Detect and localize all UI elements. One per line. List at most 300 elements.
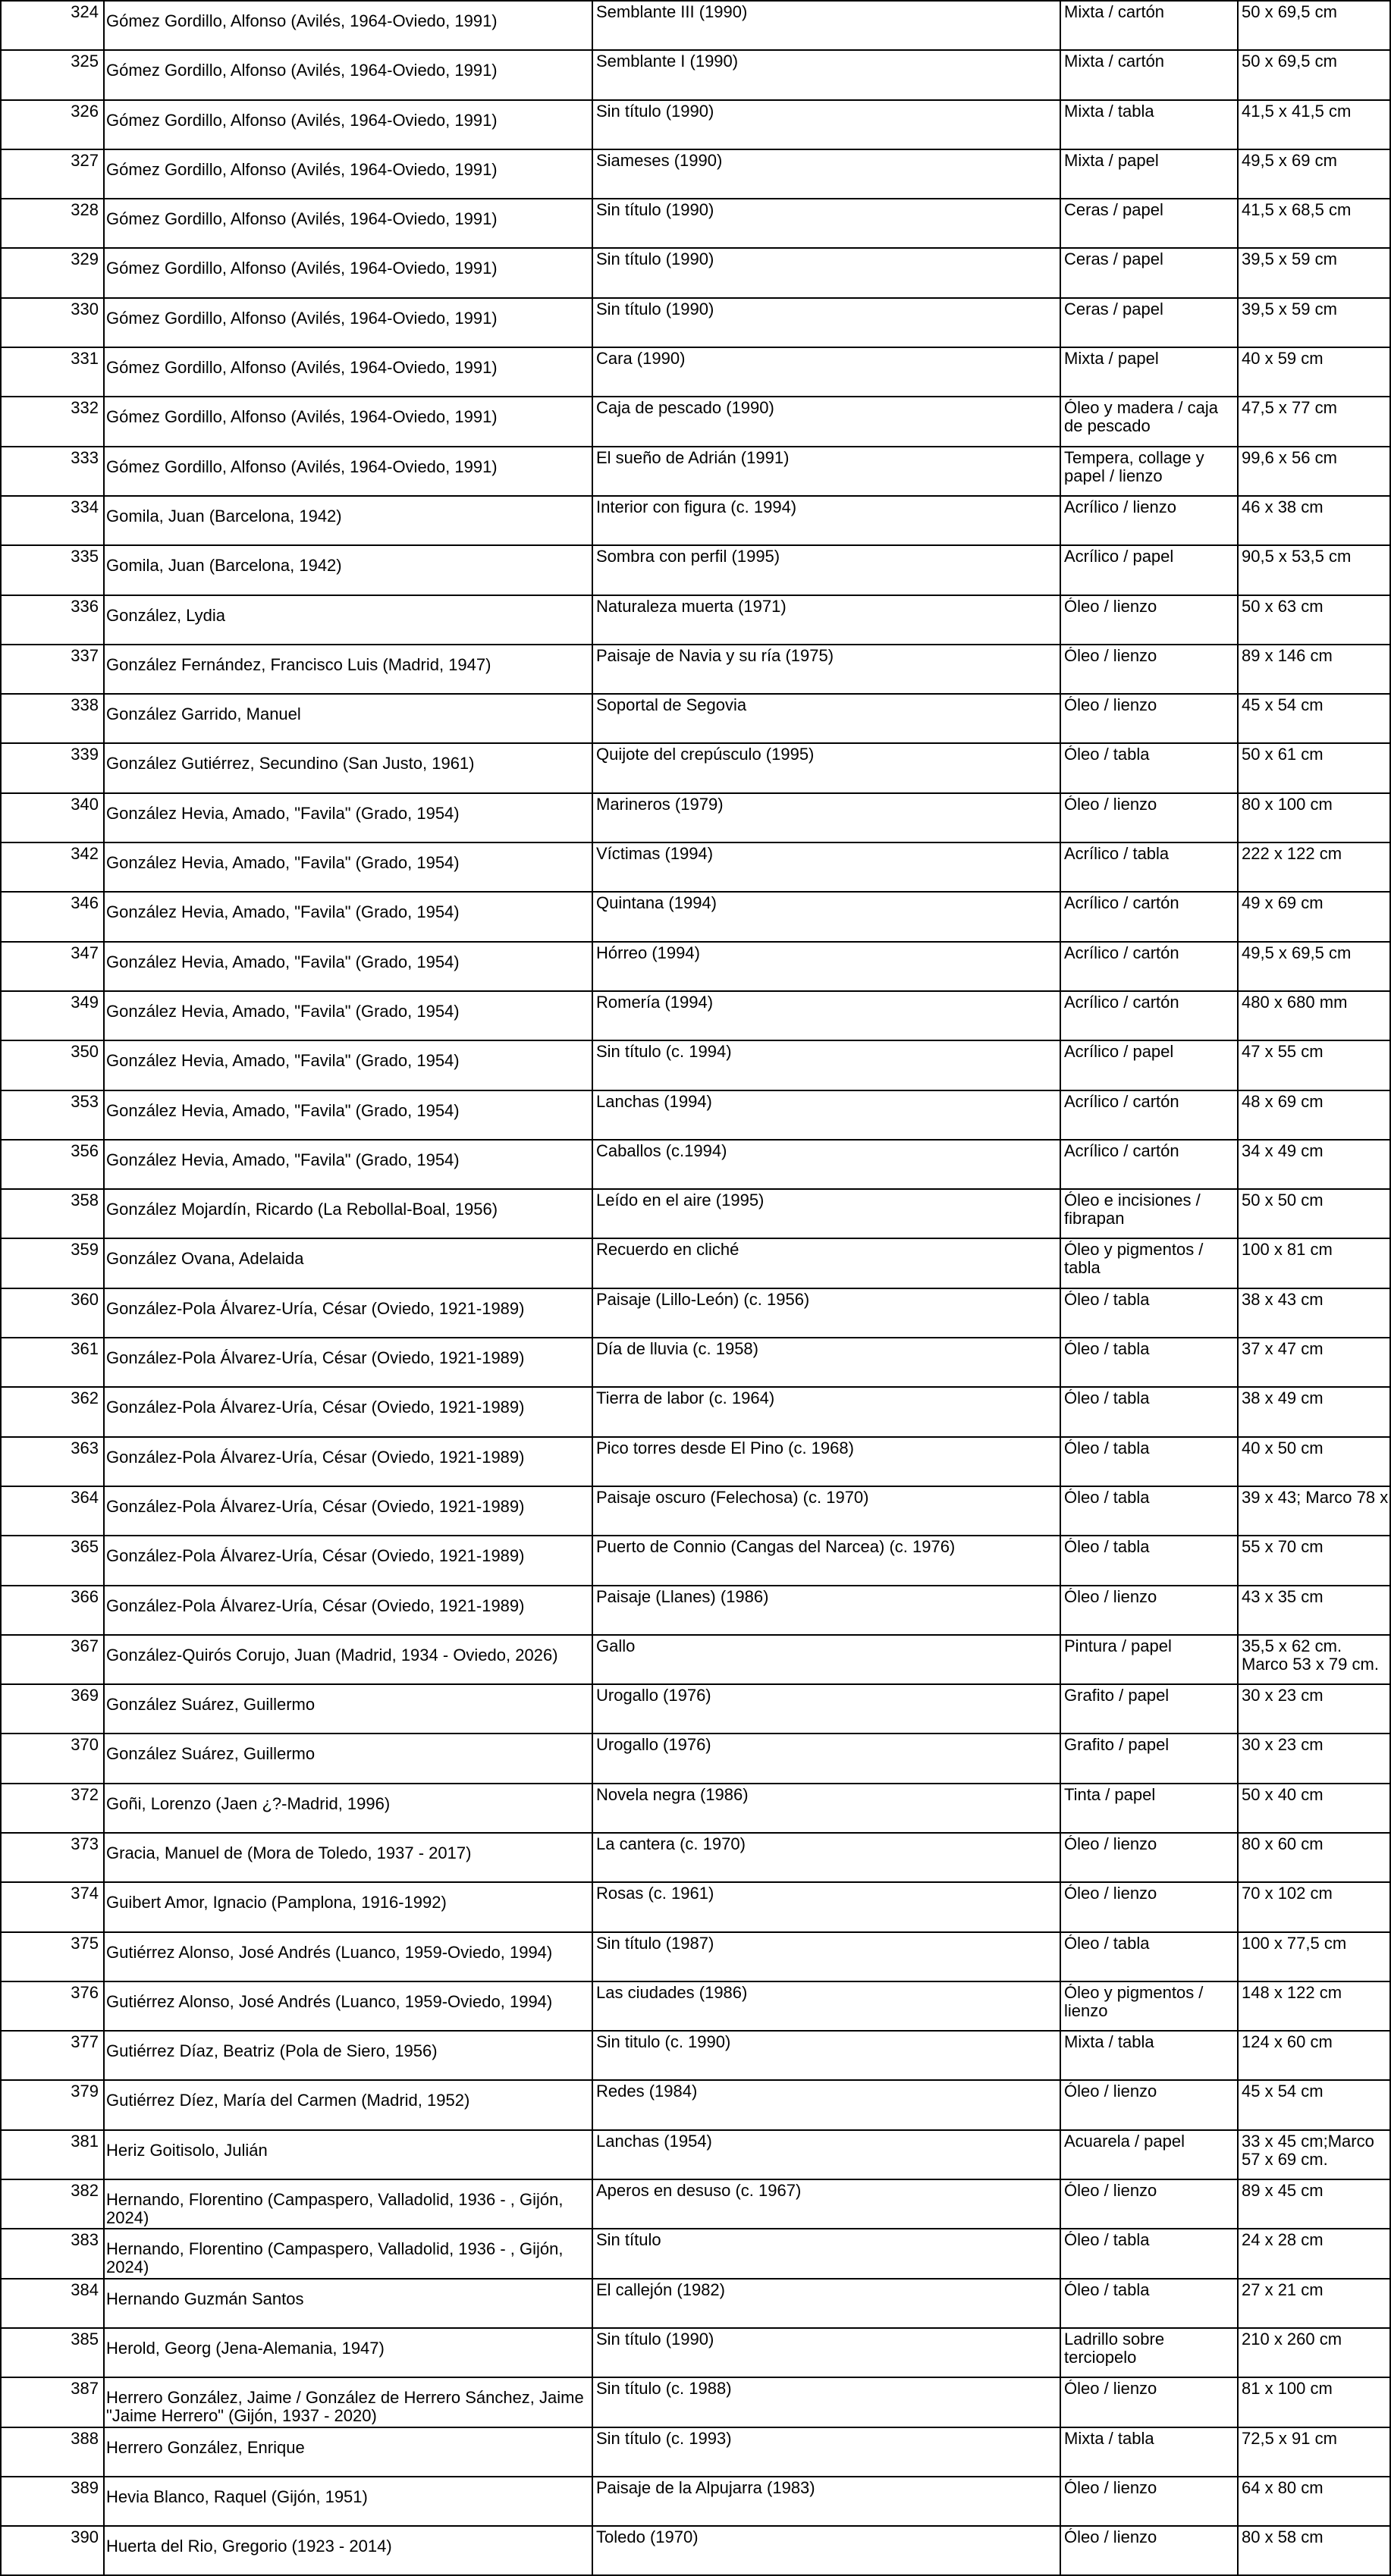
- row-number-cell-text: 375: [71, 1934, 99, 1953]
- title-cell: [592, 1932, 1060, 1981]
- row-number-cell-text: 362: [71, 1389, 99, 1408]
- table-row: [1, 595, 1390, 645]
- title-cell-text: Sin título (c. 1988): [596, 2380, 732, 2399]
- dimensions-cell-text: 43 x 35 cm: [1242, 1587, 1323, 1606]
- row-number-cell-text: 360: [71, 1290, 99, 1309]
- title-cell: [592, 2526, 1060, 2575]
- dimensions-cell-text: 99,6 x 56 cm: [1242, 448, 1337, 467]
- dimensions-cell-text: 80 x 100 cm: [1242, 795, 1333, 814]
- title-cell: [592, 545, 1060, 595]
- technique-cell: [1060, 1981, 1238, 2031]
- row-number-cell: [1, 595, 104, 645]
- row-number-cell-text: 364: [71, 1488, 99, 1507]
- author-cell: [104, 248, 592, 297]
- technique-cell-text: Óleo / lienzo: [1064, 1834, 1157, 1853]
- technique-cell: [1060, 2328, 1238, 2377]
- author-cell-text: González-Quirós Corujo, Juan (Madrid, 1934 - Oviedo, 2026): [106, 1646, 558, 1665]
- title-cell-text: Semblante III (1990): [596, 3, 748, 21]
- row-number-cell: [1, 1090, 104, 1140]
- technique-cell: [1060, 1338, 1238, 1387]
- table-row: [1, 1387, 1390, 1436]
- author-cell-text: González Hevia, Amado, "Favila" (Grado, 1954): [106, 1052, 460, 1071]
- author-cell: [104, 1536, 592, 1585]
- row-number-cell-text: 342: [71, 845, 99, 864]
- author-cell-text: González Hevia, Amado, "Favila" (Grado, 1954): [106, 952, 460, 971]
- title-cell: [592, 595, 1060, 645]
- title-cell: [592, 2130, 1060, 2179]
- title-cell-text: Caballos (c.1994): [596, 1141, 727, 1160]
- dimensions-cell: [1238, 1090, 1390, 1140]
- author-cell-text: González, Lydia: [106, 606, 225, 625]
- dimensions-cell-text: 210 x 260 cm: [1242, 2330, 1342, 2349]
- title-cell: [592, 1040, 1060, 1090]
- table-row: [1, 2477, 1390, 2526]
- title-cell: [592, 2279, 1060, 2328]
- author-cell-text: Gómez Gordillo, Alfonso (Avilés, 1964-Oviedo, 1991): [106, 210, 498, 229]
- dimensions-cell-text: 49,5 x 69,5 cm: [1242, 943, 1352, 962]
- dimensions-cell: [1238, 991, 1390, 1040]
- title-cell: [592, 397, 1060, 446]
- dimensions-cell: [1238, 2279, 1390, 2328]
- dimensions-cell-text: 50 x 69,5 cm: [1242, 52, 1337, 71]
- dimensions-cell: [1238, 645, 1390, 694]
- row-number-cell: [1, 1387, 104, 1436]
- dimensions-cell-text: 49,5 x 69 cm: [1242, 151, 1337, 170]
- author-cell: [104, 1684, 592, 1734]
- title-cell: [592, 1189, 1060, 1238]
- title-cell: [592, 2377, 1060, 2427]
- title-cell-text: Sin título (c. 1993): [596, 2429, 732, 2448]
- row-number-cell: [1, 1981, 104, 2031]
- dimensions-cell-text: 90,5 x 53,5 cm: [1242, 548, 1352, 566]
- dimensions-cell: [1238, 1536, 1390, 1585]
- table-row: [1, 1437, 1390, 1486]
- dimensions-cell-text: 124 x 60 cm: [1242, 2033, 1333, 2052]
- technique-cell-text: Óleo y madera / caja de pescado: [1064, 399, 1218, 435]
- author-cell: [104, 2377, 592, 2427]
- author-cell: [104, 1882, 592, 1931]
- dimensions-cell-text: 34 x 49 cm: [1242, 1141, 1323, 1160]
- technique-cell-text: Ceras / papel: [1064, 250, 1163, 269]
- technique-cell-text: Ceras / papel: [1064, 201, 1163, 220]
- title-cell: [592, 991, 1060, 1040]
- author-cell-text: González Hevia, Amado, "Favila" (Grado, 1954): [106, 854, 460, 873]
- title-cell: [592, 248, 1060, 297]
- technique-cell: [1060, 1635, 1238, 1684]
- technique-cell: [1060, 2179, 1238, 2229]
- author-cell: [104, 991, 592, 1040]
- technique-cell: [1060, 1090, 1238, 1140]
- technique-cell: [1060, 447, 1238, 496]
- author-cell-text: Hernando, Florentino (Campaspero, Valladolid, 1936 - , Gijón, 2024): [106, 2191, 564, 2227]
- technique-cell-text: Ceras / papel: [1064, 300, 1163, 318]
- author-cell: [104, 199, 592, 248]
- dimensions-cell-text: 37 x 47 cm: [1242, 1340, 1323, 1359]
- author-cell-text: González Suárez, Guillermo: [106, 1745, 316, 1764]
- row-number-cell-text: 326: [71, 102, 99, 121]
- technique-cell-text: Óleo / lienzo: [1064, 2082, 1157, 2101]
- dimensions-cell-text: 41,5 x 68,5 cm: [1242, 201, 1352, 220]
- table-row: [1, 2328, 1390, 2377]
- row-number-cell-text: 330: [71, 300, 99, 318]
- title-cell-text: Redes (1984): [596, 2082, 698, 2101]
- technique-cell: [1060, 2477, 1238, 2526]
- row-number-cell: [1, 1238, 104, 1288]
- technique-cell: [1060, 991, 1238, 1040]
- title-cell: [592, 2179, 1060, 2229]
- row-number-cell: [1, 2328, 104, 2377]
- technique-cell-text: Óleo y pigmentos / tabla: [1064, 1241, 1204, 1277]
- title-cell: [592, 842, 1060, 892]
- table-row: [1, 2229, 1390, 2278]
- technique-cell-text: Acrílico / cartón: [1064, 894, 1179, 913]
- row-number-cell-text: 340: [71, 795, 99, 814]
- dimensions-cell-text: 148 x 122 cm: [1242, 1983, 1342, 2002]
- row-number-cell: [1, 1833, 104, 1882]
- author-cell: [104, 1586, 592, 1635]
- title-cell-text: Leído en el aire (1995): [596, 1191, 765, 1210]
- technique-cell-text: Acrílico / papel: [1064, 548, 1174, 566]
- row-number-cell-text: 335: [71, 548, 99, 566]
- table-row: [1, 2377, 1390, 2427]
- row-number-cell: [1, 2229, 104, 2278]
- title-cell-text: Sin título (1990): [596, 300, 714, 318]
- author-cell: [104, 892, 592, 941]
- dimensions-cell: [1238, 1, 1390, 50]
- dimensions-cell: [1238, 1189, 1390, 1238]
- row-number-cell: [1, 2031, 104, 2080]
- dimensions-cell: [1238, 1932, 1390, 1981]
- table-row: [1, 1090, 1390, 1140]
- table-row: [1, 1, 1390, 50]
- author-cell: [104, 397, 592, 446]
- row-number-cell-text: 381: [71, 2132, 99, 2151]
- dimensions-cell-text: 47,5 x 77 cm: [1242, 399, 1337, 418]
- row-number-cell: [1, 942, 104, 991]
- title-cell-text: Marineros (1979): [596, 795, 724, 814]
- author-cell: [104, 1437, 592, 1486]
- technique-cell-text: Ladrillo sobre terciopelo: [1064, 2330, 1165, 2366]
- author-cell-text: Hernando Guzmán Santos: [106, 2289, 304, 2308]
- title-cell-text: Lanchas (1994): [596, 1092, 712, 1111]
- row-number-cell-text: 337: [71, 646, 99, 665]
- row-number-cell: [1, 1, 104, 50]
- row-number-cell-text: 333: [71, 448, 99, 467]
- author-cell-text: Heriz Goitisolo, Julián: [106, 2141, 268, 2160]
- author-cell-text: González Hevia, Amado, "Favila" (Grado, 1954): [106, 1150, 460, 1169]
- title-cell: [592, 1338, 1060, 1387]
- author-cell: [104, 1784, 592, 1833]
- technique-cell-text: Acrílico / cartón: [1064, 993, 1179, 1012]
- dimensions-cell-text: 89 x 146 cm: [1242, 646, 1333, 665]
- title-cell-text: Paisaje (Lillo-León) (c. 1956): [596, 1290, 810, 1309]
- title-cell: [592, 1, 1060, 50]
- title-cell: [592, 298, 1060, 347]
- row-number-cell-text: 331: [71, 350, 99, 369]
- title-cell-text: Romería (1994): [596, 993, 714, 1012]
- title-cell-text: Soportal de Segovia: [596, 696, 747, 715]
- technique-cell: [1060, 2377, 1238, 2427]
- row-number-cell: [1, 1734, 104, 1783]
- dimensions-cell: [1238, 397, 1390, 446]
- author-cell: [104, 645, 592, 694]
- dimensions-cell: [1238, 1338, 1390, 1387]
- technique-cell-text: Acuarela / papel: [1064, 2132, 1185, 2151]
- row-number-cell: [1, 1189, 104, 1238]
- technique-cell: [1060, 892, 1238, 941]
- author-cell-text: Gomila, Juan (Barcelona, 1942): [106, 557, 342, 576]
- author-cell: [104, 2080, 592, 2129]
- title-cell-text: Toledo (1970): [596, 2528, 699, 2547]
- dimensions-cell: [1238, 942, 1390, 991]
- title-cell-text: Puerto de Connio (Cangas del Narcea) (c. 1976): [596, 1538, 956, 1557]
- dimensions-cell: [1238, 347, 1390, 397]
- technique-cell-text: Óleo / tabla: [1064, 1538, 1150, 1557]
- table-row: [1, 1734, 1390, 1783]
- row-number-cell-text: 370: [71, 1736, 99, 1755]
- dimensions-cell-text: 89 x 45 cm: [1242, 2182, 1323, 2201]
- author-cell: [104, 149, 592, 199]
- author-cell-text: González Mojardín, Ricardo (La Rebollal-Boal, 1956): [106, 1200, 498, 1219]
- table-row: [1, 496, 1390, 545]
- dimensions-cell: [1238, 2477, 1390, 2526]
- title-cell-text: Quijote del crepúsculo (1995): [596, 745, 815, 764]
- dimensions-cell-text: 46 x 38 cm: [1242, 497, 1323, 516]
- technique-cell: [1060, 1734, 1238, 1783]
- dimensions-cell: [1238, 2427, 1390, 2477]
- dimensions-cell: [1238, 149, 1390, 199]
- row-number-cell: [1, 1882, 104, 1931]
- row-number-cell-text: 329: [71, 250, 99, 269]
- technique-cell-text: Óleo / tabla: [1064, 1340, 1150, 1359]
- row-number-cell: [1, 1536, 104, 1585]
- row-number-cell: [1, 1040, 104, 1090]
- row-number-cell-text: 373: [71, 1834, 99, 1853]
- dimensions-cell-text: 50 x 50 cm: [1242, 1191, 1323, 1210]
- dimensions-cell: [1238, 793, 1390, 842]
- dimensions-cell: [1238, 2377, 1390, 2427]
- dimensions-cell: [1238, 1833, 1390, 1882]
- dimensions-cell-text: 35,5 x 62 cm. Marco 53 x 79 cm.: [1242, 1636, 1379, 1673]
- row-number-cell: [1, 199, 104, 248]
- author-cell-text: Gómez Gordillo, Alfonso (Avilés, 1964-Oviedo, 1991): [106, 309, 498, 328]
- dimensions-cell-text: 38 x 49 cm: [1242, 1389, 1323, 1408]
- author-cell: [104, 694, 592, 743]
- table-row: [1, 842, 1390, 892]
- table-row: [1, 545, 1390, 595]
- author-cell: [104, 2279, 592, 2328]
- title-cell: [592, 149, 1060, 199]
- author-cell-text: Gutiérrez Alonso, José Andrés (Luanco, 1959-Oviedo, 1994): [106, 1943, 553, 1962]
- title-cell: [592, 1586, 1060, 1635]
- title-cell: [592, 1882, 1060, 1931]
- table-row: [1, 1486, 1390, 1536]
- author-cell-text: Gracia, Manuel de (Mora de Toledo, 1937 - 2017): [106, 1843, 472, 1862]
- dimensions-cell-text: 30 x 23 cm: [1242, 1736, 1323, 1755]
- author-cell: [104, 1040, 592, 1090]
- row-number-cell: [1, 397, 104, 446]
- author-cell-text: González Fernández, Francisco Luis (Madrid, 1947): [106, 655, 491, 674]
- author-cell-text: González-Pola Álvarez-Uría, César (Oviedo, 1921-1989): [106, 1547, 525, 1566]
- technique-cell: [1060, 1882, 1238, 1931]
- row-number-cell: [1, 1784, 104, 1833]
- dimensions-cell: [1238, 545, 1390, 595]
- dimensions-cell-text: 40 x 50 cm: [1242, 1439, 1323, 1457]
- dimensions-cell-text: 39 x 43; Marco 78 x: [1242, 1488, 1389, 1507]
- table-row: [1, 2526, 1390, 2575]
- author-cell-text: González Gutiérrez, Secundino (San Justo, 1961): [106, 755, 475, 773]
- technique-cell-text: Óleo / lienzo: [1064, 2478, 1157, 2497]
- technique-cell: [1060, 1387, 1238, 1436]
- dimensions-cell-text: 47 x 55 cm: [1242, 1043, 1323, 1062]
- table-row: [1, 347, 1390, 397]
- table-row: [1, 1684, 1390, 1734]
- row-number-cell: [1, 793, 104, 842]
- title-cell: [592, 1784, 1060, 1833]
- author-cell-text: González Hevia, Amado, "Favila" (Grado, 1954): [106, 1002, 460, 1021]
- dimensions-cell-text: 49 x 69 cm: [1242, 894, 1323, 913]
- technique-cell-text: Mixta / cartón: [1064, 52, 1165, 71]
- title-cell-text: Sin título (1990): [596, 102, 714, 121]
- author-cell-text: Gómez Gordillo, Alfonso (Avilés, 1964-Oviedo, 1991): [106, 12, 498, 30]
- dimensions-cell-text: 100 x 81 cm: [1242, 1241, 1333, 1260]
- technique-cell: [1060, 496, 1238, 545]
- technique-cell: [1060, 1189, 1238, 1238]
- author-cell: [104, 1090, 592, 1140]
- row-number-cell-text: 388: [71, 2429, 99, 2448]
- row-number-cell-text: 387: [71, 2380, 99, 2399]
- dimensions-cell-text: 41,5 x 41,5 cm: [1242, 102, 1352, 121]
- technique-cell: [1060, 1536, 1238, 1585]
- technique-cell-text: Óleo y pigmentos / lienzo: [1064, 1983, 1204, 2019]
- technique-cell: [1060, 2526, 1238, 2575]
- dimensions-cell: [1238, 1734, 1390, 1783]
- author-cell-text: Hernando, Florentino (Campaspero, Valladolid, 1936 - , Gijón, 2024): [106, 2240, 564, 2276]
- row-number-cell-text: 390: [71, 2528, 99, 2547]
- author-cell: [104, 2328, 592, 2377]
- technique-cell-text: Tempera, collage y papel / lienzo: [1064, 448, 1204, 485]
- technique-cell-text: Óleo / lienzo: [1064, 2528, 1157, 2547]
- technique-cell: [1060, 100, 1238, 149]
- dimensions-cell-text: 50 x 61 cm: [1242, 745, 1323, 764]
- table-row: [1, 942, 1390, 991]
- author-cell: [104, 743, 592, 792]
- row-number-cell-text: 334: [71, 497, 99, 516]
- dimensions-cell-text: 48 x 69 cm: [1242, 1092, 1323, 1111]
- technique-cell-text: Óleo / tabla: [1064, 1290, 1150, 1309]
- row-number-cell: [1, 1932, 104, 1981]
- dimensions-cell-text: 27 x 21 cm: [1242, 2280, 1323, 2299]
- technique-cell: [1060, 2130, 1238, 2179]
- dimensions-cell: [1238, 1437, 1390, 1486]
- author-cell: [104, 793, 592, 842]
- table-row: [1, 991, 1390, 1040]
- dimensions-cell-text: 33 x 45 cm;Marco 57 x 69 cm.: [1242, 2132, 1374, 2168]
- author-cell: [104, 1238, 592, 1288]
- row-number-cell-text: 353: [71, 1092, 99, 1111]
- row-number-cell-text: 347: [71, 943, 99, 962]
- technique-cell-text: Óleo / tabla: [1064, 745, 1150, 764]
- title-cell: [592, 1437, 1060, 1486]
- title-cell: [592, 1833, 1060, 1882]
- technique-cell-text: Mixta / tabla: [1064, 2429, 1154, 2448]
- row-number-cell: [1, 743, 104, 792]
- title-cell: [592, 1288, 1060, 1338]
- dimensions-cell-text: 39,5 x 59 cm: [1242, 300, 1337, 318]
- title-cell: [592, 496, 1060, 545]
- title-cell-text: Sin título: [596, 2231, 661, 2250]
- dimensions-cell-text: 70 x 102 cm: [1242, 1884, 1333, 1903]
- table-row: [1, 743, 1390, 792]
- author-cell: [104, 2526, 592, 2575]
- author-cell-text: Gutiérrez Díaz, Beatriz (Pola de Siero, 1956): [106, 2042, 438, 2061]
- dimensions-cell-text: 222 x 122 cm: [1242, 845, 1342, 864]
- title-cell-text: Lanchas (1954): [596, 2132, 712, 2151]
- title-cell: [592, 2328, 1060, 2377]
- author-cell-text: Gómez Gordillo, Alfonso (Avilés, 1964-Oviedo, 1991): [106, 359, 498, 378]
- technique-cell-text: Mixta / cartón: [1064, 3, 1165, 21]
- dimensions-cell: [1238, 496, 1390, 545]
- title-cell: [592, 100, 1060, 149]
- title-cell: [592, 1734, 1060, 1783]
- table-row: [1, 1784, 1390, 1833]
- technique-cell: [1060, 545, 1238, 595]
- technique-cell-text: Óleo / lienzo: [1064, 597, 1157, 616]
- row-number-cell: [1, 2377, 104, 2427]
- row-number-cell-text: 350: [71, 1043, 99, 1062]
- author-cell: [104, 2031, 592, 2080]
- author-cell-text: Gómez Gordillo, Alfonso (Avilés, 1964-Oviedo, 1991): [106, 408, 498, 427]
- dimensions-cell-text: 30 x 23 cm: [1242, 1686, 1323, 1705]
- author-cell: [104, 100, 592, 149]
- dimensions-cell-text: 45 x 54 cm: [1242, 2082, 1323, 2101]
- dimensions-cell: [1238, 1586, 1390, 1635]
- title-cell: [592, 447, 1060, 496]
- row-number-cell-text: 332: [71, 399, 99, 418]
- author-cell: [104, 2179, 592, 2229]
- row-number-cell: [1, 2279, 104, 2328]
- title-cell: [592, 2080, 1060, 2129]
- technique-cell: [1060, 1, 1238, 50]
- table-row: [1, 447, 1390, 496]
- technique-cell: [1060, 595, 1238, 645]
- row-number-cell-text: 369: [71, 1686, 99, 1705]
- row-number-cell: [1, 149, 104, 199]
- technique-cell: [1060, 842, 1238, 892]
- title-cell: [592, 2477, 1060, 2526]
- dimensions-cell: [1238, 2229, 1390, 2278]
- table-row: [1, 2279, 1390, 2328]
- author-cell: [104, 298, 592, 347]
- technique-cell: [1060, 248, 1238, 297]
- dimensions-cell-text: 39,5 x 59 cm: [1242, 250, 1337, 269]
- author-cell-text: Herrero González, Jaime / González de Herrero Sánchez, Jaime "Jaime Herrero" (Gijón, 1937 - 2020): [106, 2389, 584, 2425]
- row-number-cell-text: 346: [71, 894, 99, 913]
- dimensions-cell: [1238, 2526, 1390, 2575]
- technique-cell-text: Grafito / papel: [1064, 1686, 1170, 1705]
- author-cell: [104, 595, 592, 645]
- title-cell: [592, 50, 1060, 99]
- author-cell: [104, 50, 592, 99]
- table-row: [1, 2179, 1390, 2229]
- technique-cell-text: Acrílico / lienzo: [1064, 497, 1176, 516]
- technique-cell-text: Óleo / lienzo: [1064, 696, 1157, 715]
- title-cell-text: Sin titulo (c. 1990): [596, 2033, 731, 2052]
- technique-cell: [1060, 50, 1238, 99]
- row-number-cell-text: 385: [71, 2330, 99, 2349]
- dimensions-cell: [1238, 1784, 1390, 1833]
- row-number-cell: [1, 1635, 104, 1684]
